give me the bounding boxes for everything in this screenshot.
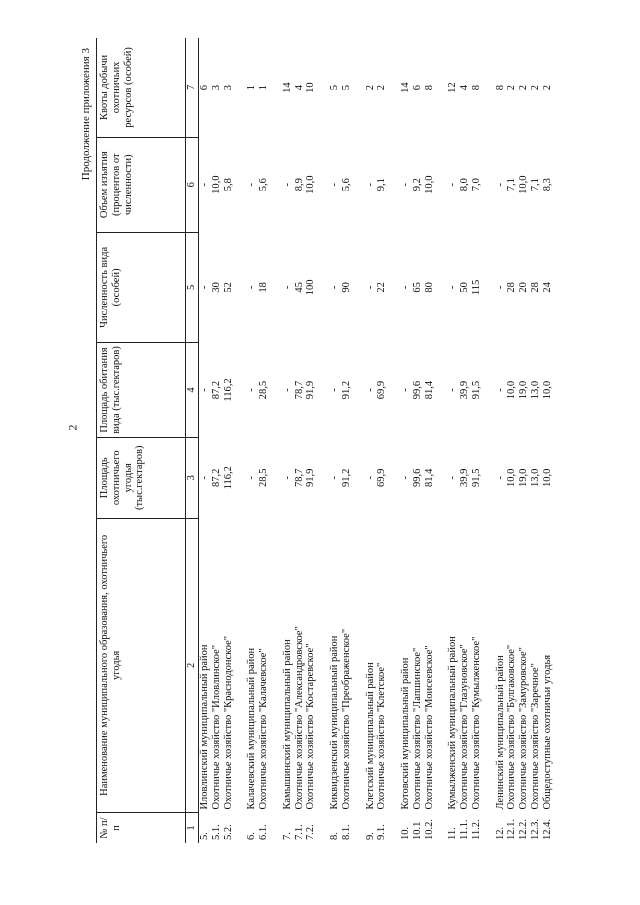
cell-col-6: 9,2: [411, 178, 423, 192]
cell-col-3: -: [400, 476, 411, 480]
header-label-row: [97, 38, 186, 843]
cell-col-4: -: [400, 388, 411, 392]
cell-col-4: -: [281, 388, 293, 392]
spacer-cell: [270, 38, 282, 843]
cell-col-5: 30: [210, 282, 222, 293]
cell-col-3: 91,5: [470, 468, 482, 487]
cell-col-1: 9.: [364, 832, 376, 840]
cell-col-7: 4: [293, 85, 305, 91]
cell-col-5: 22: [376, 282, 388, 293]
table-row: [341, 38, 353, 843]
cell-col-2: Охотничье хозяйство "Замуровское": [518, 647, 529, 810]
table-row: [459, 38, 471, 843]
cell-col-2: Котовский муниципальный район: [400, 657, 411, 810]
table-row: [471, 38, 483, 843]
cell-col-7: 14: [400, 82, 411, 93]
cell-col-3: 91,2: [340, 468, 352, 487]
cell-col-1: 12.: [494, 826, 506, 840]
appendix-caption: Продолжение приложения 3: [80, 48, 92, 181]
cell-col-2: Охотничье хозяйство "Иловлинское": [210, 644, 222, 810]
cell-col-2: Охотничье хозяйство "Краснодонское": [222, 635, 234, 810]
cell-col-1: 12.2.: [518, 819, 529, 840]
cell-col-4: 28,5: [258, 380, 269, 400]
column-header-6: Объем изъятия (процентов от численности): [97, 137, 186, 232]
cell-col-4: -: [246, 388, 258, 392]
cell-col-4: 78,7: [293, 380, 305, 400]
cell-col-7: 12: [447, 82, 459, 93]
cell-col-3: 19,0: [518, 468, 529, 487]
cell-col-6: 5,6: [340, 178, 352, 192]
cell-col-5: -: [364, 285, 376, 290]
cell-col-2: Охотничье хозяйство "Александровское": [293, 626, 305, 810]
table-row: [495, 38, 507, 843]
column-header-5: Численность вида (особей): [97, 232, 186, 343]
cell-col-7: 8: [470, 85, 482, 91]
table-row: [294, 38, 306, 843]
table-row: [447, 38, 459, 843]
cell-col-5: -: [281, 285, 293, 290]
table-row: [246, 38, 258, 843]
cell-col-7: 2: [541, 85, 553, 91]
cell-col-3: 81,4: [423, 468, 435, 487]
table-row: [282, 38, 294, 843]
table-row: [518, 38, 530, 843]
cell-col-3: -: [199, 476, 210, 480]
cell-col-1: 7.2.: [305, 824, 317, 840]
cell-col-6: 10,0: [210, 175, 222, 194]
cell-col-3: 39,9: [459, 468, 470, 487]
cell-col-5: -: [494, 285, 506, 290]
cell-col-3: -: [281, 476, 293, 480]
column-header-1: № п/п: [97, 813, 186, 843]
cell-col-1: 12.4.: [541, 819, 553, 840]
cell-col-1: 11.1.: [459, 819, 470, 840]
cell-col-6: 7,1: [529, 178, 541, 192]
cell-col-1: 11.2.: [470, 819, 482, 840]
cell-col-6: 5,6: [258, 178, 269, 192]
table-body: [199, 38, 554, 843]
cell-col-6: -: [494, 182, 506, 187]
group-spacer: [234, 38, 246, 843]
cell-col-3: -: [494, 476, 506, 480]
cell-col-1: 6.: [246, 832, 258, 840]
cell-col-1: 9.1.: [376, 824, 388, 840]
group-spacer: [388, 38, 400, 843]
cell-col-7: 2: [364, 85, 376, 91]
cell-col-7: 2: [529, 85, 541, 91]
cell-col-7: 5: [340, 85, 352, 91]
cell-col-4: -: [199, 388, 210, 392]
rotated-page: [78, 38, 590, 843]
column-number-2: 2: [186, 518, 199, 812]
group-spacer: [317, 38, 329, 843]
cell-col-3: 116,2: [222, 466, 234, 490]
column-number-6: 6: [186, 137, 199, 232]
group-spacer: [353, 38, 365, 843]
cell-col-7: 2: [376, 85, 388, 91]
cell-col-6: 5,8: [222, 178, 234, 192]
cell-col-1: 10.1: [411, 821, 423, 840]
cell-col-5: 80: [423, 282, 435, 293]
cell-col-7: 6: [411, 85, 423, 91]
cell-col-4: 99,6: [411, 380, 423, 400]
cell-col-5: 65: [411, 282, 423, 293]
table-row: [258, 38, 270, 843]
cell-col-1: 5.2.: [222, 824, 234, 840]
cell-col-7: 8: [423, 85, 435, 91]
column-number-3: 3: [186, 437, 199, 518]
cell-col-4: 91,5: [470, 380, 482, 400]
cell-col-7: 2: [506, 85, 518, 91]
cell-col-1: 8.1.: [340, 824, 352, 840]
cell-col-5: 115: [470, 279, 482, 296]
cell-col-3: -: [329, 476, 340, 480]
cell-col-2: Общедоступные охотничьи угодья: [541, 654, 553, 810]
cell-col-4: 91,9: [305, 380, 317, 400]
cell-col-3: -: [447, 476, 459, 480]
cell-col-4: 81,4: [423, 380, 435, 400]
cell-col-1: 12.1.: [506, 819, 518, 840]
cell-col-2: Охотничье хозяйство "Костаревское": [305, 643, 317, 810]
cell-col-4: 91,2: [340, 380, 352, 400]
page-number: 2: [65, 424, 80, 431]
table-row: [542, 38, 554, 843]
cell-col-3: 99,6: [411, 468, 423, 487]
cell-col-2: Клетский муниципальный район: [364, 662, 376, 810]
cell-col-7: 3: [210, 85, 222, 91]
cell-col-6: 8,3: [541, 178, 553, 192]
cell-col-4: 19,0: [518, 380, 529, 400]
cell-col-2: Охотничье хозяйство "Булгаковское": [506, 644, 518, 810]
cell-col-2: Охотничье хозяйство "Калачевское": [258, 648, 269, 810]
cell-col-2: Ленинский муниципальный район: [494, 655, 506, 810]
cell-col-7: 1: [246, 85, 258, 91]
cell-col-3: 91,9: [305, 468, 317, 487]
cell-col-4: 69,9: [376, 380, 388, 400]
cell-col-2: Иловлинский муниципальный район: [199, 644, 210, 810]
spacer-cell: [234, 38, 246, 843]
cell-col-3: -: [246, 476, 258, 480]
cell-col-6: 8,9: [293, 178, 305, 192]
cell-col-1: 10.2.: [423, 819, 435, 840]
table-row: [211, 38, 223, 843]
table-row: [376, 38, 388, 843]
cell-col-1: 7.1.: [293, 824, 305, 840]
spacer-cell: [435, 38, 447, 843]
cell-col-4: 10,0: [541, 380, 553, 400]
cell-col-5: 52: [222, 282, 234, 293]
cell-col-6: 10,0: [305, 175, 317, 194]
cell-col-5: 90: [340, 282, 352, 293]
cell-col-5: -: [329, 285, 340, 290]
cell-col-4: -: [494, 388, 506, 392]
cell-col-3: 69,9: [376, 468, 388, 487]
column-header-7: Квоты добычи охотничьих ресурсов (особей): [97, 38, 186, 137]
cell-col-5: 100: [305, 279, 317, 296]
group-spacer: [483, 38, 495, 843]
cell-col-7: 14: [281, 82, 293, 93]
cell-col-6: 7,1: [506, 178, 518, 192]
cell-col-2: Охотничье хозяйство "Лапшинское": [411, 647, 423, 810]
table-header: [97, 38, 199, 843]
table-row: [412, 38, 424, 843]
cell-col-1: 5.1.: [210, 824, 222, 840]
cell-col-5: 20: [518, 282, 529, 293]
cell-col-3: 78,7: [293, 468, 305, 487]
cell-col-1: 7.: [281, 832, 293, 840]
cell-col-7: 5: [329, 85, 340, 91]
cell-col-5: -: [199, 285, 210, 290]
spacer-cell: [353, 38, 365, 843]
table-row: [530, 38, 542, 843]
cell-col-6: 10,0: [518, 175, 529, 194]
cell-col-1: 12.3.: [529, 819, 541, 840]
cell-col-5: 24: [541, 282, 553, 293]
cell-col-7: 3: [222, 85, 234, 91]
cell-col-3: -: [364, 476, 376, 480]
column-header-4: Площадь обитания вида (тыс.гектаров): [97, 343, 186, 438]
column-number-7: 7: [186, 38, 199, 137]
cell-col-6: -: [246, 182, 258, 187]
cell-col-3: 28,5: [258, 468, 269, 487]
cell-col-6: 10,0: [423, 175, 435, 194]
table-row: [223, 38, 235, 843]
cell-col-6: -: [447, 182, 459, 187]
cell-col-6: 8,0: [459, 178, 470, 192]
table-row: [506, 38, 518, 843]
group-spacer: [270, 38, 282, 843]
cell-col-2: Охотничье хозяйство "Моисеевское": [423, 645, 435, 810]
cell-col-1: 5.: [199, 832, 210, 840]
cell-col-5: -: [246, 285, 258, 290]
cell-col-1: 8.: [329, 832, 340, 840]
cell-col-5: 28: [529, 282, 541, 293]
table-row: [424, 38, 436, 843]
cell-col-5: 50: [459, 282, 470, 293]
group-spacer: [435, 38, 447, 843]
column-number-4: 4: [186, 343, 199, 438]
cell-col-3: 13,0: [529, 468, 541, 487]
column-number-5: 5: [186, 232, 199, 343]
column-header-2: Наименование муниципального образования, охотничьего угодья: [97, 518, 186, 812]
cell-col-4: 10,0: [506, 380, 518, 400]
header-number-row: [186, 38, 199, 843]
cell-col-6: -: [400, 182, 411, 187]
cell-col-7: 1: [258, 85, 269, 91]
cell-col-4: -: [447, 388, 459, 392]
column-number-1: 1: [186, 813, 199, 843]
cell-col-6: 9,1: [376, 178, 388, 192]
cell-col-2: Охотничье хозяйство "Кумылженское": [470, 636, 482, 810]
cell-col-3: 10,0: [541, 468, 553, 487]
cell-col-6: 7,0: [470, 178, 482, 192]
table-row: [305, 38, 317, 843]
cell-col-7: 4: [459, 85, 470, 91]
cell-col-6: -: [199, 182, 210, 187]
cell-col-5: 45: [293, 282, 305, 293]
cell-col-1: 11.: [447, 827, 459, 840]
cell-col-1: 10.: [400, 826, 411, 840]
cell-col-1: 6.1.: [258, 824, 269, 840]
cell-col-4: -: [364, 388, 376, 392]
cell-col-6: -: [364, 182, 376, 187]
cell-col-4: 39,9: [459, 380, 470, 400]
table-row: [329, 38, 341, 843]
cell-col-2: Камышинский муниципальный район: [281, 639, 293, 810]
cell-col-4: -: [329, 388, 340, 392]
cell-col-7: 8: [494, 85, 506, 91]
cell-col-4: 116,2: [222, 378, 234, 402]
cell-col-4: 13,0: [529, 380, 541, 400]
cell-col-6: -: [281, 182, 293, 187]
cell-col-7: 2: [518, 85, 529, 91]
spacer-cell: [483, 38, 495, 843]
cell-col-4: 87,2: [210, 380, 222, 400]
table-row: [365, 38, 377, 843]
cell-col-2: Киквидзенский муниципальный район: [329, 635, 340, 810]
table-row: [199, 38, 211, 843]
cell-col-2: Охотничье хозяйство "Клетское": [376, 662, 388, 810]
cell-col-6: -: [329, 182, 340, 187]
cell-col-2: Охотничье хозяйство "Глазуновское": [459, 644, 470, 810]
cell-col-2: Охотничье хозяйство "Заречное": [529, 663, 541, 810]
cell-col-5: 18: [258, 282, 269, 293]
cell-col-3: 87,2: [210, 468, 222, 487]
column-header-3: Площадь охотничьего угодья (тыс.гектаров): [97, 437, 186, 518]
cell-col-2: Калачевский муниципальный район: [246, 647, 258, 810]
cell-col-5: 28: [506, 282, 518, 293]
spacer-cell: [317, 38, 329, 843]
cell-col-7: 10: [305, 82, 317, 93]
cell-col-5: -: [400, 285, 411, 290]
table-row: [400, 38, 412, 843]
cell-col-7: 6: [199, 85, 210, 91]
cell-col-2: Кумылженский муниципальный район: [447, 636, 459, 810]
quota-table: [96, 38, 553, 843]
cell-col-3: 10,0: [506, 468, 518, 487]
spacer-cell: [388, 38, 400, 843]
cell-col-2: Охотничье хозяйство "Преображенское": [340, 628, 352, 810]
cell-col-5: -: [447, 285, 459, 290]
